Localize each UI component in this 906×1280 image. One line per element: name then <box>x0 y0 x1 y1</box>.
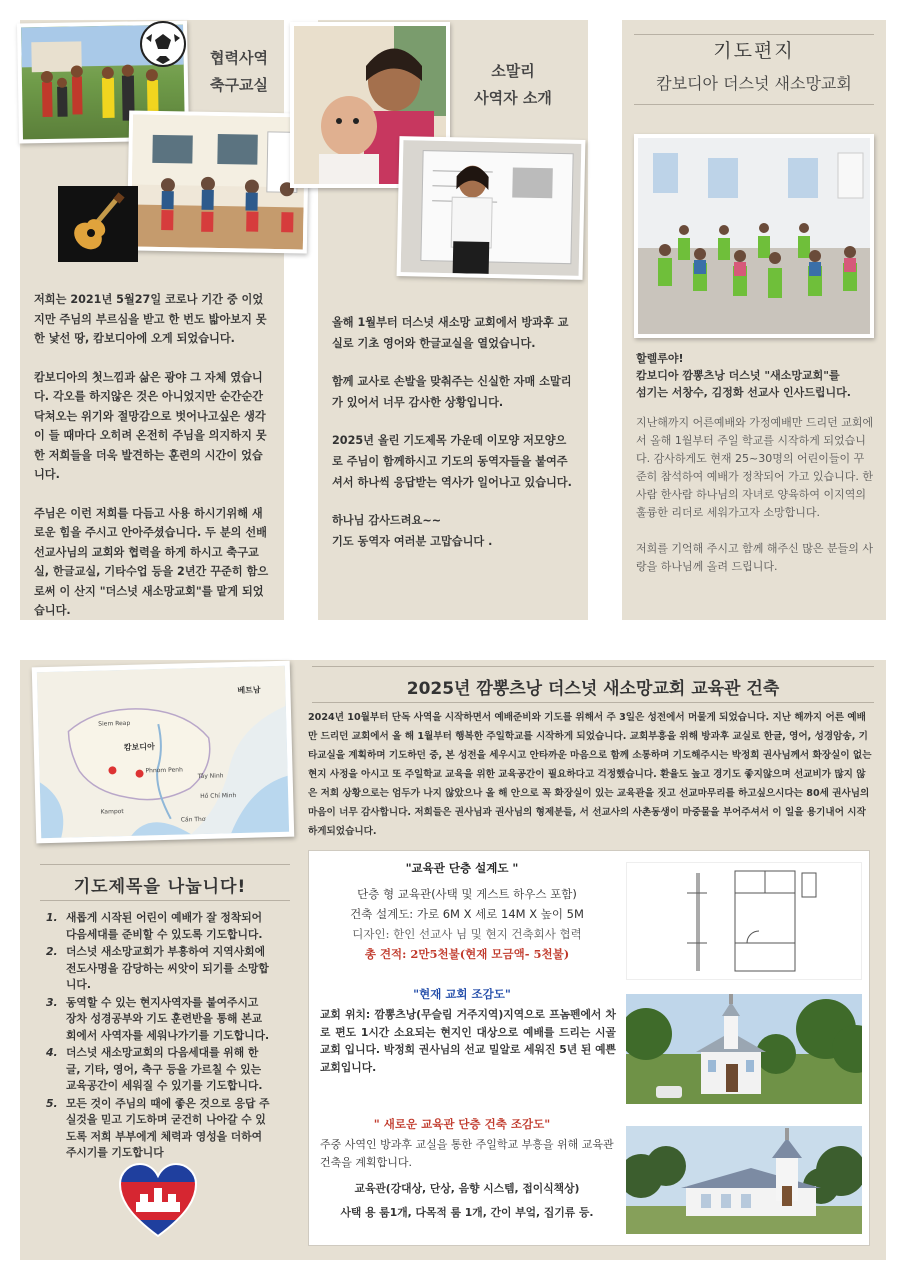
col2-paragraph: 올해 1월부터 더스넛 새소망 교회에서 방과후 교실로 기초 영어와 한글교실을 열었습니다. <box>332 316 569 350</box>
new-building-text: 주중 사역인 방과후 교실을 통한 주일학교 부흥을 위해 교육관 건축을 계획합니다. <box>320 1138 614 1169</box>
col2-body <box>332 312 576 552</box>
col1-paragraph: 캄보디아의 첫느낌과 삶은 광야 그 자체 였습니다. 각오를 하지않은 것은 아니었지만 순간순간 닥쳐오는 위기와 절망감으로 벗어나고싶은 생각이 들 때마다 오히려 온전히 주님을 의지하지 못한 저희들을 더욱 발견하는 훈련의 시간이 었습니다. <box>34 370 267 481</box>
col1-heading: 협력사역 축구교실 <box>210 49 268 94</box>
col3-paragraph: 지난해까지 어른예배와 가정예배만 드리던 교회에서 올해 1월부터 주일 학교를 시작하게 되었습니다. 감사하게도 현재 25~30명의 어린이들이 꾸준히 참석하여 예배가 정착되어 가고 있습니다. 한사람 한사람 하나님의 자녀로 양육하여 이지역의 훌륭한 리더로 세워가고자 소망합니다. <box>636 416 874 519</box>
greeting-line: 캄보디아 깜뽕츠낭 더스넛 "새소망교회"를 <box>636 369 840 382</box>
letter-title: 기도편지 <box>713 40 795 62</box>
col2-heading: 소말리 사역자 소개 <box>474 62 552 107</box>
col1-paragraph: 주님은 이런 저희를 다듬고 사용 하시기위해 새로운 힘을 주시고 안아주셨습니다. 두 분의 선배 선교사님의 교회와 협력을 하게 하시고 축구교실, 한글교실, 기타수업 등을 2년간 꾸준히 함으로써 이 산지 "더스넛 새소망교회"를 맡게 되었습니다. <box>34 506 269 617</box>
design-title: "교육관 단층 설계도 " <box>405 861 519 875</box>
map-label: Phnom Penh <box>145 766 183 775</box>
prayer-item: 4. 더스넛 새소망교회의 다음세대를 위해 한글, 기타, 영어, 축구 등을 가르칠 수 있는 교육공간이 세워질 수 있기를 기도합니다. <box>46 1046 263 1092</box>
col1-paragraph: 저희는 2021년 5월27일 코로나 기간 중 이었지만 주님의 부르심을 받고 한 번도 밟아보지 못한 낯선 땅, 캄보디아에 오게 되었습니다. <box>34 293 267 345</box>
floor-plan-drawing <box>626 862 862 980</box>
current-church-text: 교회 위치: 깜뽕츠낭(무슬림 거주지역)지역으로 프놈펜에서 차로 편도 1시간 소요되는 현지인 대상으로 예배를 드리는 시골교회 입니다. 박정희 권사님의 선교 밀알로 세워진 5년 된 예쁜 교회입니다. <box>320 1008 616 1074</box>
prayer-rule-bottom <box>40 900 290 901</box>
prayer-item: 1. 새롭게 시작된 어린이 예배가 잘 정착되어 다음세대를 준비할 수 있도록 기도합니다. <box>46 911 263 941</box>
new-building-title: " 새로운 교육관 단층 건축 조감도" <box>373 1117 551 1131</box>
cambodia-heart-flag-icon <box>118 1162 198 1240</box>
prayer-item: 5. 모든 것이 주님의 때에 좋은 것으로 응답 주실것을 믿고 기도하며 굳건히 나아갈 수 있도록 저희 부부에게 체력과 영성을 더하여 주시기를 기도합니다 <box>46 1096 270 1159</box>
col3-paragraph: 저희를 기억해 주시고 함께 해주신 많은 분들의 사랑을 하나님께 올려 드립니다. <box>636 542 873 573</box>
design-cost: 총 견적: 2만5천불(현재 모금액- 5천불) <box>364 947 570 961</box>
teacher-photo <box>397 136 586 280</box>
design-line: 단층 형 교육관(사택 및 게스트 하우스 포함) <box>357 887 577 901</box>
edu-rule-top <box>312 666 874 667</box>
map-label: Cần Thơ <box>180 815 206 824</box>
col1-body <box>34 290 270 621</box>
col2-paragraph: 함께 교사로 손발을 맞춰주는 신실한 자매 소말리가 있어서 너무 감사한 상황입니다. <box>332 375 572 409</box>
design-line: 디자인: 한인 선교사 님 및 현지 건축회사 협력 <box>352 927 582 941</box>
subtitle-rule <box>634 104 874 105</box>
prayer-list <box>46 910 272 1163</box>
design-details <box>312 884 622 964</box>
education-intro: 2024년 10월부터 단독 사역을 시작하면서 예배준비와 기도를 위해서 주 3일은 성전에서 머물게 되었습니다. 지난 해까지 어른 예배만 드리던 교회에서 올 해 1월부터 행복한 주일학교를 시작하게 되었습니다. 교회부흥을 위해 방과후 교실로 한글, 영어, 성경암송, 기타교실을 계획하며 기도하던 중, 본 성전을 세우시고 안타까운 마음으로 함께 소통하며 기도해주시는 박정희 권사님께서 화장실이 없는 현지 사정을 아시고 또 주일학교 교육을 위한 교육공간이 필요하다고 걱정했습니다. 환율도 높고 경기도 좋지않으며 선교비가 많지 않은 저희 상황으로는 엄두가 나지 않았으나 올 해 안으로 꼭 화장실이 있는 교육관을 짓고 선교마무리를 하고싶으시다는 80세 권사님의 마음이 너무 감사합니다. 저희들은 권사님과 권사님의 형제분들, 서 선교사의 사촌동생이 마중물을 부어주셔서 이 일을 용기내어 시작하게되었습니다. <box>308 712 872 837</box>
col2-paragraph: 하나님 감사드려요~~ 기도 동역자 여러분 고맙습니다 . <box>332 514 493 548</box>
current-church-title: "현재 교회 조감도" <box>413 987 511 1001</box>
col3-body <box>636 414 874 576</box>
map-label: Siem Reap <box>98 719 131 728</box>
map-label: Kampot <box>100 808 124 816</box>
current-church-photo <box>626 994 862 1104</box>
design-line: 건축 설계도: 가로 6M X 세로 14M X 높이 5M <box>350 907 584 921</box>
soccer-ball-icon <box>138 20 188 68</box>
prayer-item: 3. 동역할 수 있는 현지사역자를 붙여주시고 장차 성경공부와 기도 훈련반을 통해 본교회에서 사역자를 세워나가기를 기도합니다. <box>46 995 270 1042</box>
letter-subtitle: 캄보디아 더스넛 새소망교회 <box>656 74 852 93</box>
guitar-icon <box>58 186 138 262</box>
new-building-rendering <box>626 1126 862 1234</box>
new-building-line: 교육관(강대상, 단상, 음향 시스템, 접이식책상) <box>354 1182 580 1195</box>
map-label: Hồ Chí Minh <box>200 792 237 801</box>
map-label: 캄보디아 <box>123 742 155 753</box>
col2-paragraph: 2025년 올린 기도제목 가운데 이모양 저모양으로 주님이 함께하시고 기도의 동역자들을 붙여주셔서 하나씩 응답받는 역사가 일어나고 있습니다. <box>332 434 572 489</box>
greeting <box>636 350 876 401</box>
prayer-title: 기도제목을 나눕니다! <box>73 877 247 897</box>
edu-rule-bottom <box>312 702 874 703</box>
children-worship-photo <box>634 134 874 338</box>
music-class-photo <box>127 110 309 253</box>
greeting-line: 섬기는 서창수, 김정화 선교사 인사드립니다. <box>636 386 851 399</box>
map-label: 베트남 <box>237 685 261 696</box>
greeting-line: 할렐루야! <box>636 352 684 365</box>
cambodia-map <box>32 661 295 844</box>
prayer-rule-top <box>40 864 290 865</box>
prayer-item: 2. 더스넛 새소망교회가 부흥하여 지역사회에 전도사명을 감당하는 씨앗이 되기를 소망합니다. <box>46 945 269 991</box>
education-title: 2025년 깜뽕츠낭 더스넛 새소망교회 교육관 건축 <box>406 679 780 699</box>
title-rule <box>634 34 874 35</box>
new-building-line: 사택 용 룸1개, 다목적 룸 1개, 간이 부엌, 집기류 등. <box>340 1206 594 1219</box>
map-label: Tây Ninh <box>197 772 224 781</box>
